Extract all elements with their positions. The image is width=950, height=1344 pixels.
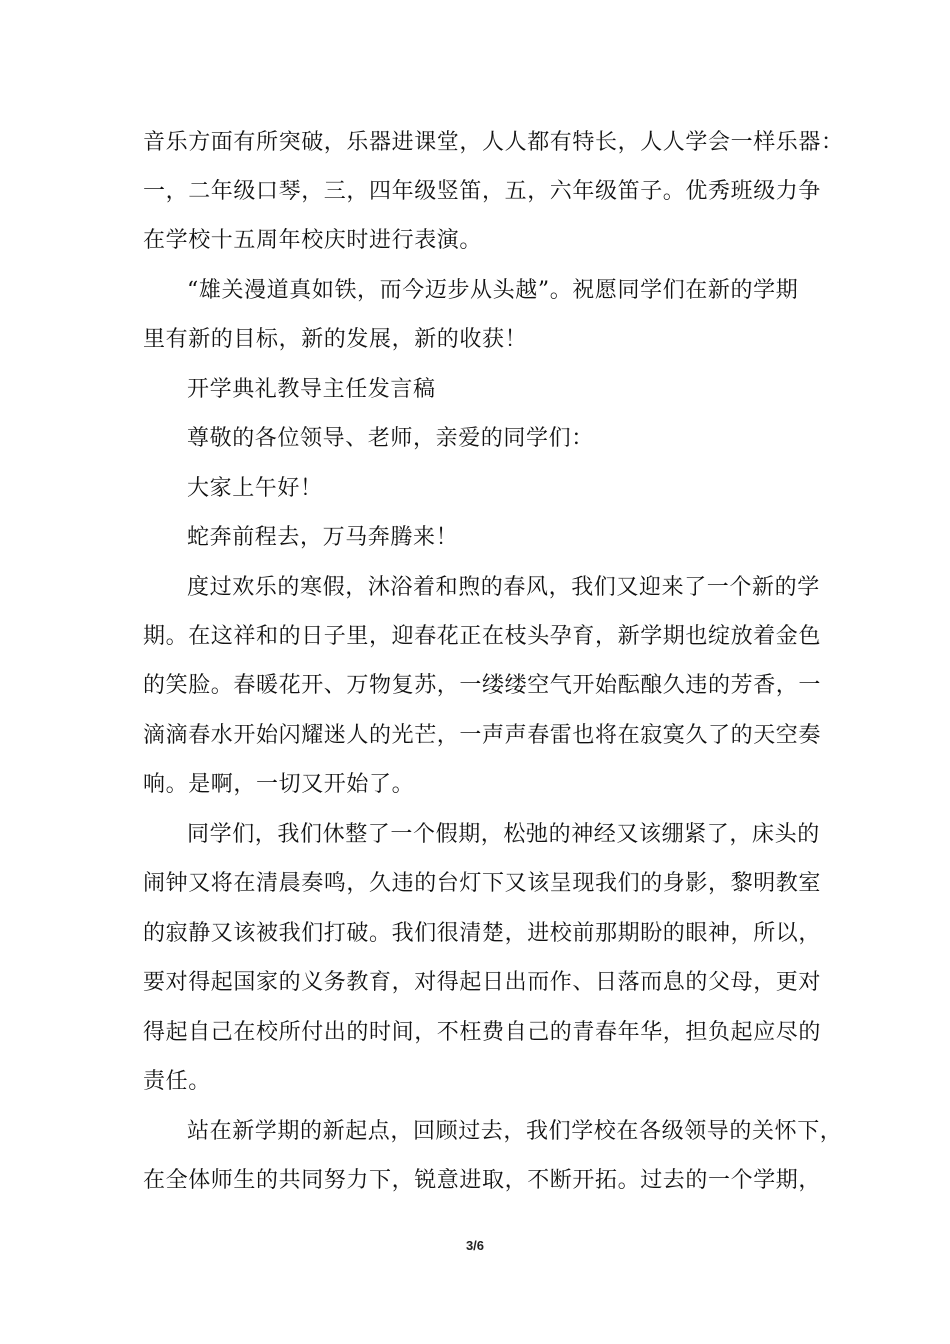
text-line: 站在新学期的新起点，回顾过去，我们学校在各级领导的关怀下， — [187, 1119, 843, 1144]
section-title: 开学典礼教导主任发言稿 — [187, 377, 436, 402]
salutation: 尊敬的各位领导、老师，亲爱的同学们： — [187, 426, 594, 451]
text-line: 里有新的目标，新的发展，新的收获！ — [143, 327, 528, 352]
text-line: 要对得起国家的义务教育，对得起日出而作、日落而息的父母，更对 — [143, 970, 822, 995]
text-line: 在学校十五周年校庆时进行表演。 — [143, 228, 483, 253]
text-line: 的笑脸。春暖花开、万物复苏，一缕缕空气开始酝酿久违的芳香，一 — [143, 673, 822, 698]
text-line: 同学们，我们休整了一个假期，松弛的神经又该绷紧了，床头的 — [187, 822, 820, 847]
page-number: 3/6 — [465, 1238, 485, 1253]
text-line: 期。在这祥和的日子里，迎春花正在枝头孕育，新学期也绽放着金色 — [143, 624, 822, 649]
text-line: 音乐方面有所突破，乐器进课堂，人人都有特长，人人学会一样乐器： — [143, 130, 844, 155]
text-line: 在全体师生的共同努力下，锐意进取，不断开拓。过去的一个学期， — [143, 1168, 822, 1193]
text-line: 的寂静又该被我们打破。我们很清楚，进校前那期盼的眼神，所以， — [143, 921, 822, 946]
text-line: 蛇奔前程去，万马奔腾来！ — [187, 525, 459, 550]
text-line: 责任。 — [143, 1069, 211, 1094]
text-line: 得起自己在校所付出的时间，不枉费自己的青春年华，担负起应尽的 — [143, 1020, 822, 1045]
text-line: 闹钟又将在清晨奏鸣，久违的台灯下又该呈现我们的身影，黎明教室 — [143, 871, 822, 896]
text-line: 一，二年级口琴，三，四年级竖笛，五，六年级笛子。优秀班级力争 — [143, 179, 822, 204]
text-line: 响。是啊，一切又开始了。 — [143, 772, 415, 797]
greeting: 大家上午好！ — [187, 476, 323, 501]
text-line: “雄关漫道真如铁，而今迈步从头越”。祝愿同学们在新的学期 — [187, 278, 799, 303]
text-line: 度过欢乐的寒假，沐浴着和煦的春风，我们又迎来了一个新的学 — [187, 575, 820, 600]
text-line: 滴滴春水开始闪耀迷人的光芒，一声声春雷也将在寂寞久了的天空奏 — [143, 723, 822, 748]
